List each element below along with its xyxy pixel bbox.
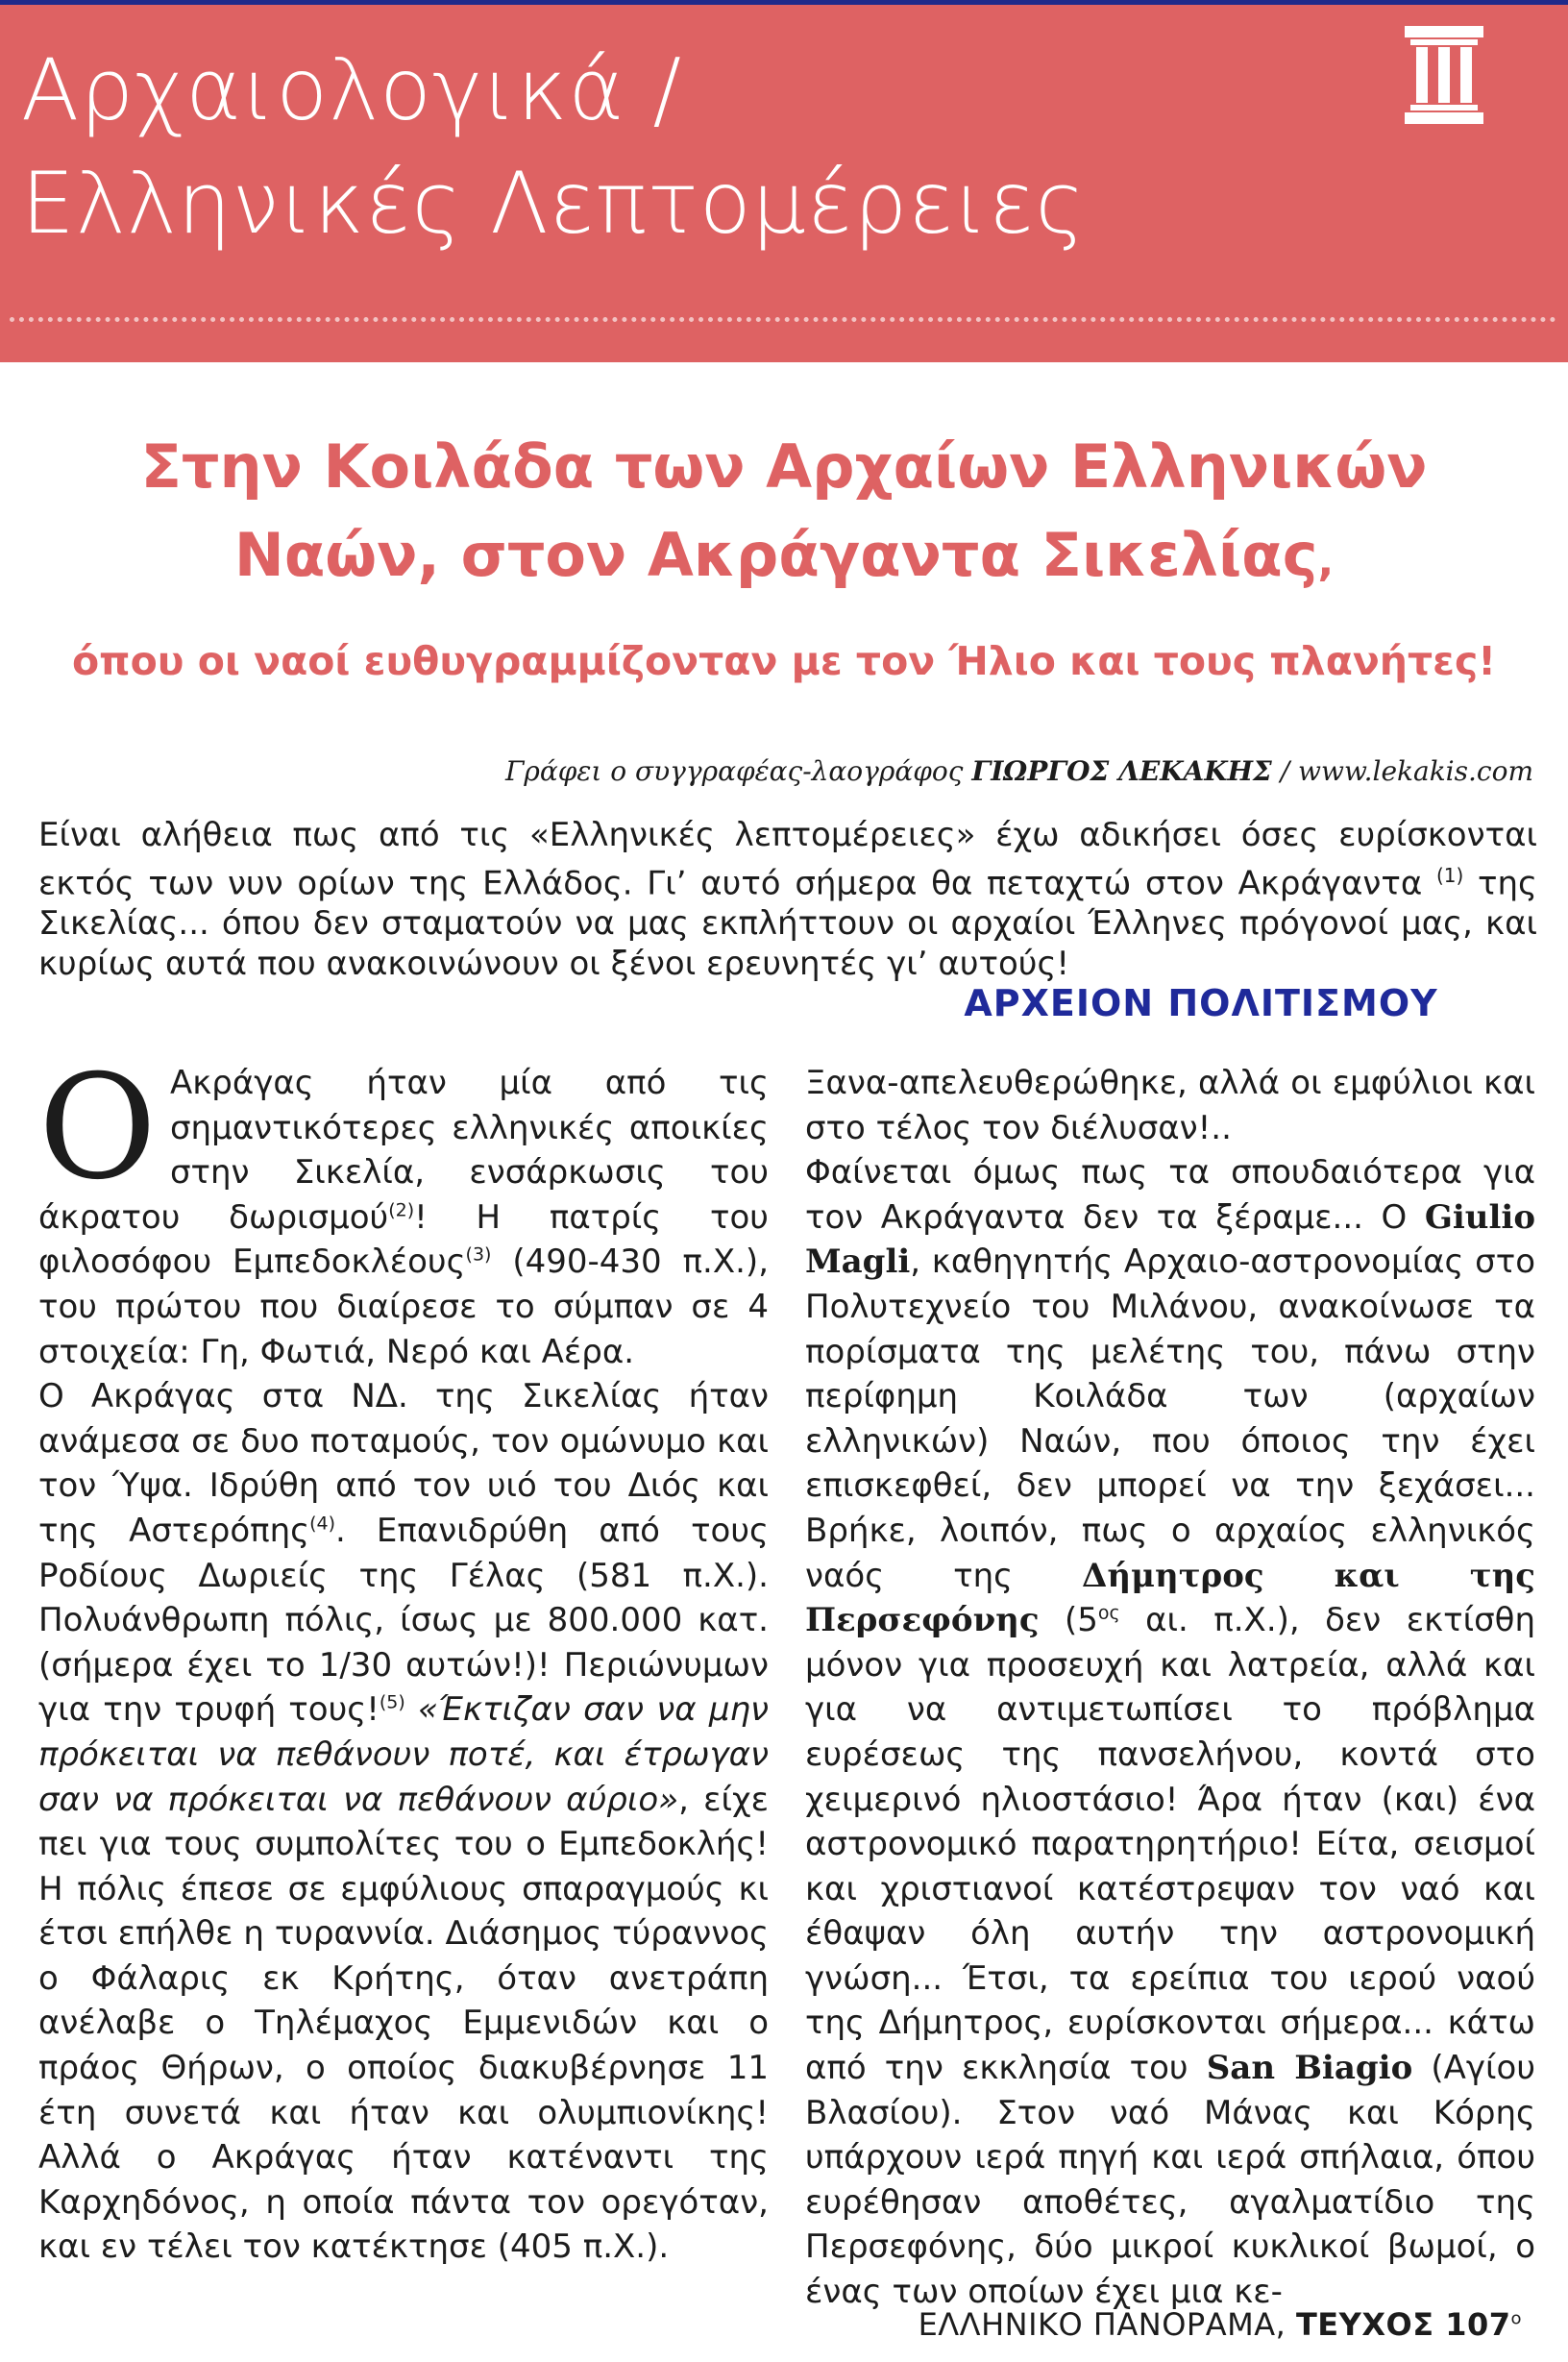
section-title xyxy=(21,34,1347,260)
intro-text-b: της Σικελίας... όπου δεν σταματούν να μας εκπλήττουν οι αρχαίοι Έλληνες πρόγονοί μας, και κυρίως αυτά που ανακοινώνουν οι ξένοι ερευνητές γι’ αυτούς! xyxy=(38,864,1538,984)
article-intro xyxy=(38,815,1537,984)
greek-column-icon xyxy=(1405,26,1483,124)
byline-author: ΓΙΩΡΓΟΣ ΛΕΚΑΚΗΣ xyxy=(971,755,1272,787)
footnote-ref-2: (2) xyxy=(388,1199,415,1221)
left-paragraph-2 xyxy=(38,1374,769,2270)
intro-text-a: Είναι αλήθεια πως από τις «Ελληνικές λεπτομέρειες» έχω αδικήσει όσες ευρίσκονται εκτός των νυν ορίων της Ελλάδος. Γι’ αυτό σήμερα θα πεταχτώ στον Ακράγαντα xyxy=(38,816,1537,903)
church-name: San Biagio xyxy=(1206,2049,1413,2088)
source-label: ΑΡΧΕΙΟΝ ΠΟΛΙΤΙΣΜΟΥ xyxy=(964,982,1438,1024)
footnote-ref-4: (4) xyxy=(309,1513,336,1535)
right-paragraph-1: Ξανα-απελευθερώθηκε, αλλά οι εμφύλιοι και στο τέλος τον διέλυσαν!.. xyxy=(805,1064,1535,1147)
section-header xyxy=(0,5,1568,362)
right-p2-text-b: , καθηγητής Αρχαιο-αστρονομίας στο Πολυτεχνείο του Μιλάνου, ανακοίνωσε τα πορίσματα της μελέτης του, πάνω στην περίφημη Κοιλάδα των (αρχαίων ελληνικών) Ναών, που όποιος την έχει επισκεφθεί, δεν μπορεί να την ξεχάσει... Βρήκε, λοιπόν, πως ο αρχαίος ελληνικός ναός της xyxy=(805,1243,1535,1595)
left-p2-text-a: Ο Ακράγας στα ΝΔ. της Σικελίας ήταν ανάμεσα σε δυο ποταμούς, τον ομώνυμο και τον Ύψα. Ιδρύθη από τον υιό του Διός και της Αστερόπης xyxy=(38,1377,769,1550)
century-ordinal: ος xyxy=(1097,1602,1120,1624)
drop-cap: Ο xyxy=(38,1045,157,1212)
byline-prefix: Γράφει ο συγγραφέας-λαογράφος xyxy=(504,755,972,787)
footer-issue-ordinal: ο xyxy=(1510,2308,1522,2329)
right-p2-text-d: αι. π.Χ.), δεν εκτίσθη μόνον για προσευχή και λατρεία, αλλά και για να αντιμετωπίσει το πρόβλημα ευρέσεως της πανσελήνου, κοντά στο χειμερινό ηλιοστάσιο! Άρα ήταν (και) ένα αστρονομικό παρατηρητήριο! Είτα, σεισμοί και χριστιανοί κατέστρεψαν τον ναό και έθαψαν όλη αυτήν την αστρονομική γνώση... Έτσι, τα ερείπια του ιερού ναού της Δήμητρος, ευρίσκονται σήμερα... κάτω από την εκκλησία του xyxy=(805,1601,1535,2088)
section-title-line-1: Αρχαιολογικά / xyxy=(21,40,683,139)
footnote-ref-1: (1) xyxy=(1435,864,1464,887)
footer-magazine: ΕΛΛΗΝΙΚΟ ΠΑΝΟΡΑΜΑ, xyxy=(918,2306,1296,2343)
page-footer xyxy=(919,2306,1522,2343)
name-giulio-magli: Giulio Magli xyxy=(805,1197,1535,1282)
byline-website: / www.lekakis.com xyxy=(1271,755,1533,787)
right-p2-text-e: (Αγίου Βλασίου). Στον ναό Μάνας και Κόρης υπάρχουν ιερά πηγή και ιερά σπήλαια, όπου ευρέθησαν αποθέτες, αγαλματίδιο της Περσεφόνης, δύο μικροί κυκλικοί βωμοί, ο ένας των οποίων έχει μια κε- xyxy=(805,2049,1535,2312)
right-paragraph-2 xyxy=(805,1150,1535,2314)
dotted-divider xyxy=(10,317,1556,322)
temple-name: Δήμητρος και της Περσεφόνης xyxy=(805,1556,1535,1640)
left-p2-text-c: , είχε πει για τους συμπολίτες του ο Εμπεδοκλής! Η πόλις έπεσε σε εμφύλιους σπαραγμούς κι έτσι επήλθε η τυραννία. Διάσημος τύραννος ο Φάλαρις εκ Κρήτης, όταν ανετράπη ανέλαβε ο Τηλέμαχος Εμμενιδών και ο πράος Θήρων, ο οποίος διακυβέρνησε 11 έτη συνετά και ήταν και ολυμπιονίκης! Αλλά ο Ακράγας ήταν κατέναντι της Καρχηδόνος, η οποία πάντα τον ορεγόταν, και εν τέλει τον κατέκτησε (405 π.Χ.). xyxy=(38,1780,769,2267)
footer-issue: ΤΕΥΧΟΣ 107 xyxy=(1295,2306,1511,2343)
footnote-ref-5: (5) xyxy=(379,1691,405,1713)
headline-comma: , xyxy=(1317,537,1335,586)
right-p2-text-c: (5 xyxy=(1039,1601,1098,1640)
right-column xyxy=(805,1061,1535,2315)
left-p2-text-b: . Επανιδρύθη από τους Ροδίους Δωριείς της Γέλας (581 π.Χ.). Πολυάνθρωπη πόλις, ίσως με 800.000 κατ. (σήμερα έχει το 1/30 αυτών!)! Περιώνυμων για την τρυφή τους! xyxy=(38,1511,769,1730)
right-p2-text-a: Φαίνεται όμως πως τα σπουδαιότερα για τον Ακράγαντα δεν τα ξέραμε... Ο xyxy=(805,1153,1535,1237)
empedocles-quote: «Έκτιζαν σαν να μην πρόκειται να πεθάνουν ποτέ, και έτρωγαν σαν να πρόκειται να πεθάνουν αύριο» xyxy=(38,1690,769,1819)
headline-line-2 xyxy=(38,511,1530,606)
left-column xyxy=(38,1045,769,2270)
headline-line-1: Στην Κοιλάδα των Αρχαίων Ελληνικών xyxy=(140,431,1428,502)
left-p1-text-a: Ακράγας ήταν μία από τις σημαντικότερες ελληνικές αποικίες στην Σικελία, ενσάρκωσις του άκρατου δωρισμού xyxy=(38,1064,769,1237)
byline xyxy=(505,755,1533,787)
section-title-line-2: Ελληνικές Λεπτομέρειες xyxy=(21,154,1087,253)
left-p1-text-b: ! Η πατρίς του φιλοσόφου Εμπεδοκλέους xyxy=(38,1197,769,1282)
headline-line-2-text: Ναών, στον Ακράγαντα Σικελίας xyxy=(233,520,1318,590)
left-p1-text-c: (490-430 π.Χ.), του πρώτου που διαίρεσε το σύμπαν σε 4 στοιχεία: Γη, Φωτιά, Νερό και Αέρα. xyxy=(38,1243,769,1371)
left-paragraph-1 xyxy=(38,1045,769,1374)
article-headline xyxy=(38,423,1530,606)
footnote-ref-3: (3) xyxy=(465,1244,492,1267)
article-subheadline: όπου οι ναοί ευθυγραμμίζονταν με τον Ήλιο και τους πλανήτες! xyxy=(72,638,1496,684)
